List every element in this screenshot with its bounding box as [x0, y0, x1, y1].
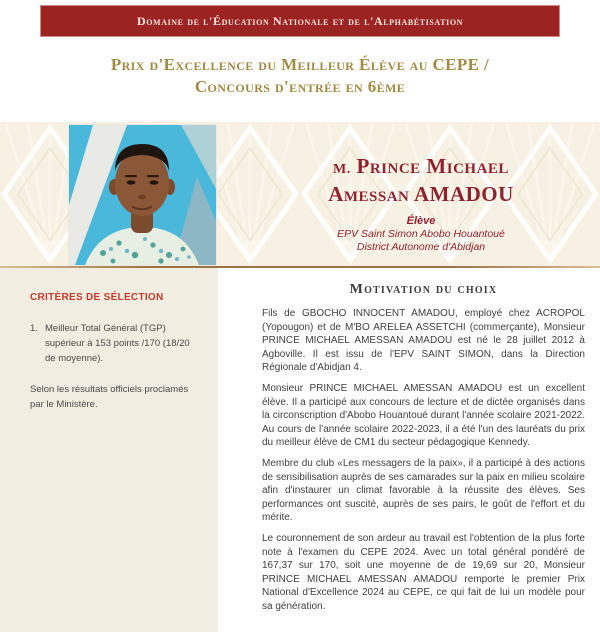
laureate-band: [0, 122, 600, 266]
page-title: [0, 54, 600, 98]
body-columns: [0, 268, 600, 632]
laureate-school: EPV Saint Simon Abobo Houantoué: [337, 228, 505, 240]
criteria-item: [30, 321, 198, 366]
motivation-paragraph-3: Membre du club «Les messagers de la paix», il a participé à des actions de sensibilisation auprès de ses camarades sur la paix en milieu scolaire afin d'instaurer un climat favorable à la réussite des élèves. Ses performances ont suscité, auprès de ses pairs, le goût de l'effort et du mérite.: [262, 457, 585, 524]
laureate-district: District Autonome d'Abidjan: [356, 241, 486, 253]
ministry-banner-label: Domaine de l'Éducation Nationale et de l'Alphabétisation: [136, 13, 464, 28]
criteria-item-number: 1.: [30, 323, 38, 334]
motivation-paragraph-2: Monsieur PRINCE MICHAEL AMESSAN AMADOU est un excellent élève. Il a participé aux concours de lecture et de dictée organisés dans la circonscription d'Abobo Houantoué durant l'année scolaire 2021-2022. Au cours de l'année scolaire 2022-2023, il a été l'un des lauréats du prix du meilleur élève de CM1 du secteur pédagogique Kennedy.: [262, 382, 585, 449]
student-photo: [68, 124, 217, 266]
motivation-heading: Motivation du choix: [349, 282, 498, 297]
laureate-role: Élève: [406, 215, 436, 227]
ministry-banner: [40, 5, 560, 37]
laureate-name-prefix: M.: [333, 162, 351, 177]
motivation-panel: [218, 268, 600, 632]
page-title-line1: Prix d'Excellence du Meilleur Élève au CEPE /: [110, 55, 490, 74]
motivation-paragraph-4: Le couronnement de son ardeur au travail est l'obtention de la plus forte note à l'examen du CEPE 2024. Avec un total général pondéré de 167,37 sur 170, soit une moyenne de de 19,69 sur 20, Monsieur PRINCE MICHAEL AMESSAN AMADOU remporte le premier Prix National d'Excellence 2024 au CEPE, ce qui fait de lui un modèle pour sa génération.: [262, 532, 585, 612]
laureate-name-line1: M. Prince Michael: [333, 154, 509, 178]
student-photo-image: [69, 125, 216, 265]
criteria-panel: [0, 268, 218, 632]
laureate-block: [252, 154, 590, 254]
criteria-note: Selon les résultats officiels proclamés par le Ministère.: [30, 384, 189, 410]
motivation-paragraph-1: Fils de GBOCHO INNOCENT AMADOU, employé chez ACROPOL (Yopougon) et de M'BO ARELEA ASSETCHI (commerçante), Monsieur PRINCE MICHAEL AMESSAN AMADOU est né le 28 juillet 2012 à Agboville. Il est issu de l'EPV SAINT SIMON, dans la Direction Régionale d'Abidjan 4.: [262, 308, 585, 374]
criteria-heading: CRITÈRES DE SÉLECTION: [30, 292, 164, 303]
laureate-name-line2: Amessan AMADOU: [328, 182, 514, 206]
page-title-line2: Concours d'entrée en 6ème: [194, 77, 406, 96]
criteria-item-text: Meilleur Total Général (TGP) supérieur à 153 points /170 (18/20 de moyenne).: [45, 323, 190, 364]
